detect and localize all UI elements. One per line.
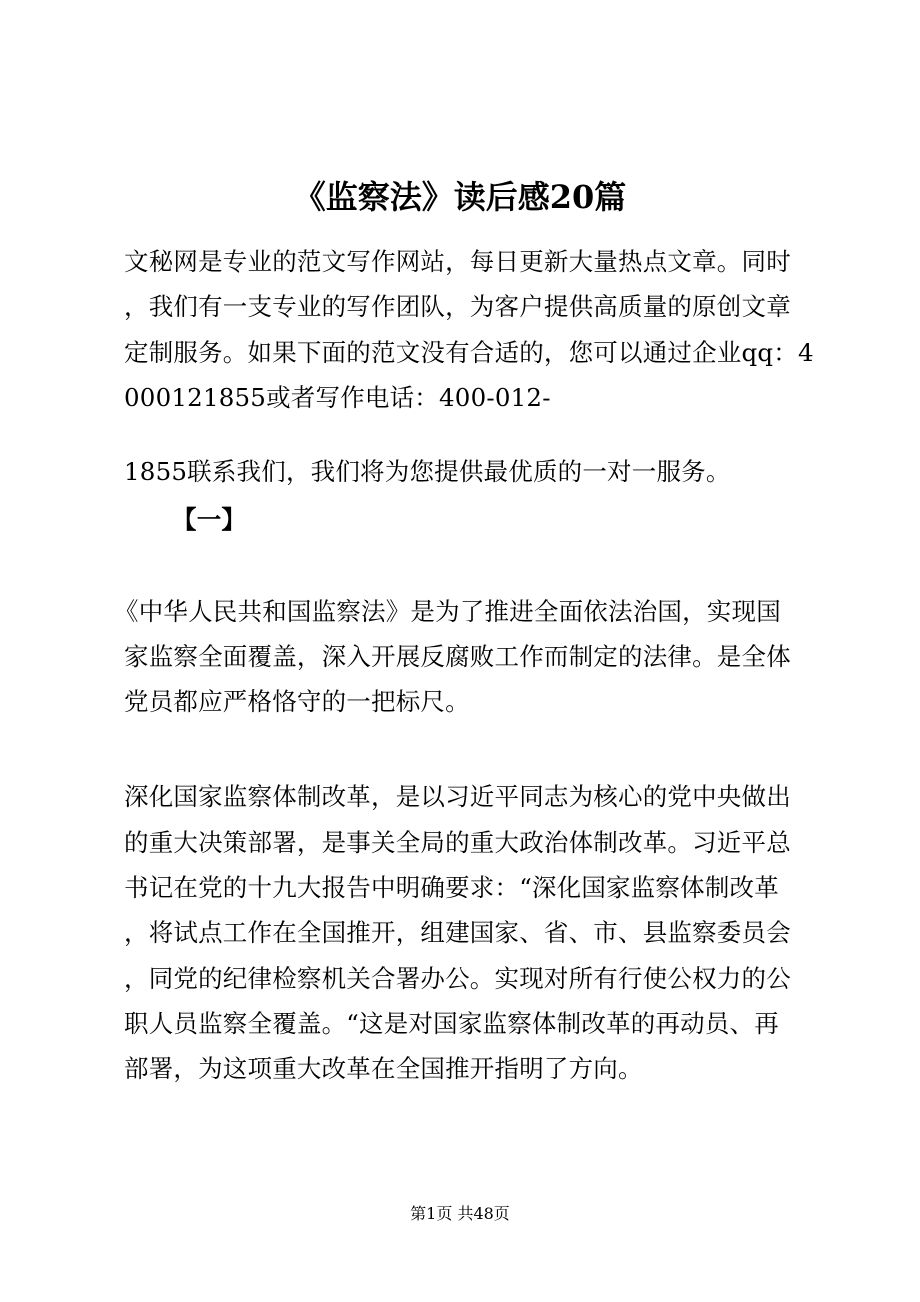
paragraph-line: 《中华人民共和国监察法》是为了推进全面依法治国，实现国 [114, 597, 781, 626]
paragraph-line: ，将试点工作在全国推开，组建国家、省、市、县监察委员会 [124, 918, 791, 947]
paragraph-line: ，同党的纪律检察机关合署办公。实现对所有行使公权力的公 [124, 964, 791, 993]
paragraph-line: 深化国家监察体制改革，是以习近平同志为核心的党中央做出 [124, 782, 791, 811]
paragraph-line: 职人员监察全覆盖。“这是对国家监察体制改革的再动员、再 [124, 1009, 779, 1038]
page-footer: 第1页 共48页 [410, 1204, 510, 1223]
paragraph-line: 部署，为这项重大改革在全国推开指明了方向。 [124, 1054, 643, 1083]
document-title: 《监察法》读后感20篇 [293, 178, 627, 216]
paragraph-line: 党员都应严格恪守的一把标尺。 [124, 687, 470, 716]
paragraph-line: 家监察全面覆盖，深入开展反腐败工作而制定的法律。是全体 [124, 642, 791, 671]
intro-line: ，我们有一支专业的写作团队，为客户提供高质量的原创文章 [124, 292, 791, 321]
intro-line: 定制服务。如果下面的范文没有合适的，您可以通过企业qq：4 [124, 338, 814, 367]
intro-line: 1855联系我们，我们将为您提供最优质的一对一服务。 [124, 457, 731, 486]
paragraph-line: 书记在党的十九大报告中明确要求：“深化国家监察体制改革 [124, 873, 779, 902]
intro-line: 000121855或者写作电话：400-012- [124, 383, 551, 412]
intro-line: 文秘网是专业的范文写作网站，每日更新大量热点文章。同时 [124, 247, 791, 276]
section-heading: 【一】 [172, 505, 247, 534]
paragraph-line: 的重大决策部署，是事关全局的重大政治体制改革。习近平总 [124, 828, 791, 857]
